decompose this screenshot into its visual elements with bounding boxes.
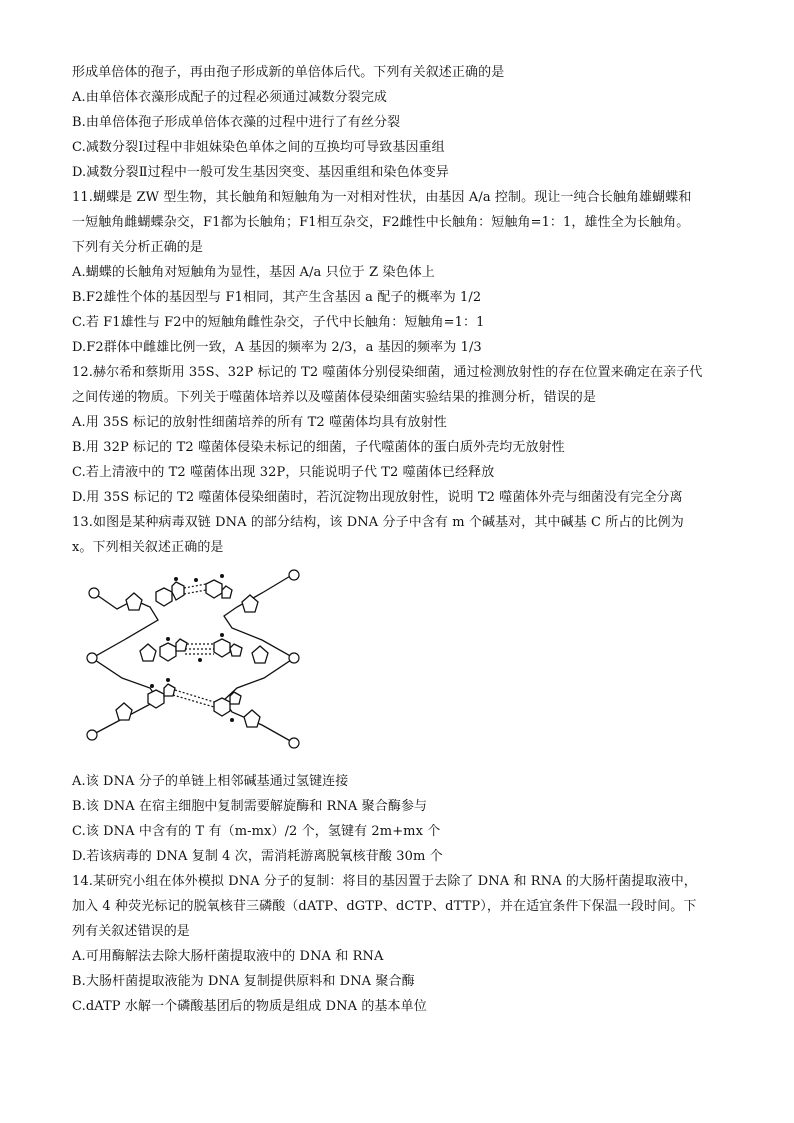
q12-option-b: B.用 32P 标记的 T2 噬菌体侵染未标记的细菌，子代噬菌体的蛋白质外壳均无放射性 [72,440,565,455]
q13-option-b: B.该 DNA 在宿主细胞中复制需要解旋酶和 RNA 聚合酶参与 [72,799,428,814]
q11-stem-line2: 一短触角雌蝴蝶杂交，F1都为长触角；F1相互杂交，F2雌性中长触角：短触角=1：1，雄性全为长触角。 [72,215,690,230]
q12-option-d: D.用 35S 标记的 T2 噬菌体侵染细菌时，若沉淀物出现放射性，说明 T2 噬菌体外壳与细菌没有完全分离 [72,490,683,505]
q14-stem-line1: 14.某研究小组在体外模拟 DNA 分子的复制：将目的基因置于去除了 DNA 和 RNA 的大肠杆菌提取液中， [72,874,697,889]
q13-option-d: D.若该病毒的 DNA 复制 4 次，需消耗游离脱氧核苷酸 30m 个 [72,849,443,864]
q10-option-d: D.减数分裂Ⅱ过程中一般可发生基因突变、基因重组和染色体变异 [72,165,449,180]
q12-option-c: C.若上清液中的 T2 噬菌体出现 32P，只能说明子代 T2 噬菌体已经释放 [72,465,495,480]
q13-option-c: C.该 DNA 中含有的 T 有（m-mx）/2 个，氢键有 2m+mx 个 [72,824,441,839]
q13-stem-line2: x。下列相关叙述正确的是 [72,540,224,555]
q10-option-c: C.减数分裂Ⅰ过程中非姐妹染色单体之间的互换均可导致基因重组 [72,140,445,155]
q14-stem-line3: 列有关叙述错误的是 [72,924,190,939]
q10-option-b: B.由单倍体孢子形成单倍体衣藻的过程中进行了有丝分裂 [72,115,401,130]
q14-option-c: C.dATP 水解一个磷酸基团后的物质是组成 DNA 的基本单位 [72,999,427,1014]
q11-option-b: B.F2雄性个体的基因型与 F1相同，其产生含基因 a 配子的概率为 1/2 [72,290,482,305]
q14-stem-line2: 加入 4 种荧光标记的脱氧核苷三磷酸（dATP、dGTP、dCTP、dTTP），并在适宜条件下保温一段时间。下 [72,899,697,914]
q11-option-a: A.蝴蝶的长触角对短触角为显性，基因 A/a 只位于 Z 染色体上 [72,265,435,280]
q14-option-b: B.大肠杆菌提取液能为 DNA 复制提供原料和 DNA 聚合酶 [72,974,415,989]
q12-option-a: A.用 35S 标记的放射性细菌培养的所有 T2 噬菌体均具有放射性 [72,415,447,430]
q10-option-a: A.由单倍体衣藻形成配子的过程必须通过减数分裂完成 [72,90,388,105]
q11-option-c: C.若 F1雄性与 F2中的短触角雌性杂交，子代中长触角：短触角=1：1 [72,315,485,330]
q11-stem-line1: 11.蝴蝶是 ZW 型生物，其长触角和短触角为一对相对性状，由基因 A/a 控制。现让一纯合长触角雄蝴蝶和 [72,190,692,205]
q13-stem-line1: 13.如图是某种病毒双链 DNA 的部分结构，该 DNA 分子中含有 m 个碱基对，其中碱基 C 所占的比例为 [72,515,684,530]
dna-double-strand-diagram [72,560,312,760]
q10-stem-tail: 形成单倍体的孢子，再由孢子形成新的单倍体后代。下列有关叙述正确的是 [72,65,505,80]
deoxyribose-sugars [116,593,268,727]
q14-option-a: A.可用酶解法去除大肠杆菌提取液中的 DNA 和 RNA [72,949,384,964]
q11-option-d: D.F2群体中雌雄比例一致，A 基因的频率为 2/3，a 基因的频率为 1/3 [72,340,482,355]
q12-stem-line1: 12.赫尔希和蔡斯用 35S、32P 标记的 T2 噬菌体分别侵染细菌，通过检测放射性的存在位置来确定在亲子代 [72,365,703,380]
q13-option-a: A.该 DNA 分子的单链上相邻碱基通过氢键连接 [72,774,349,789]
q11-stem-line3: 下列有关分析正确的是 [72,240,204,255]
q12-stem-line2: 之间传递的物质。下列关于噬菌体培养以及噬菌体侵染细菌实验结果的推测分析，错误的是 [72,390,597,405]
